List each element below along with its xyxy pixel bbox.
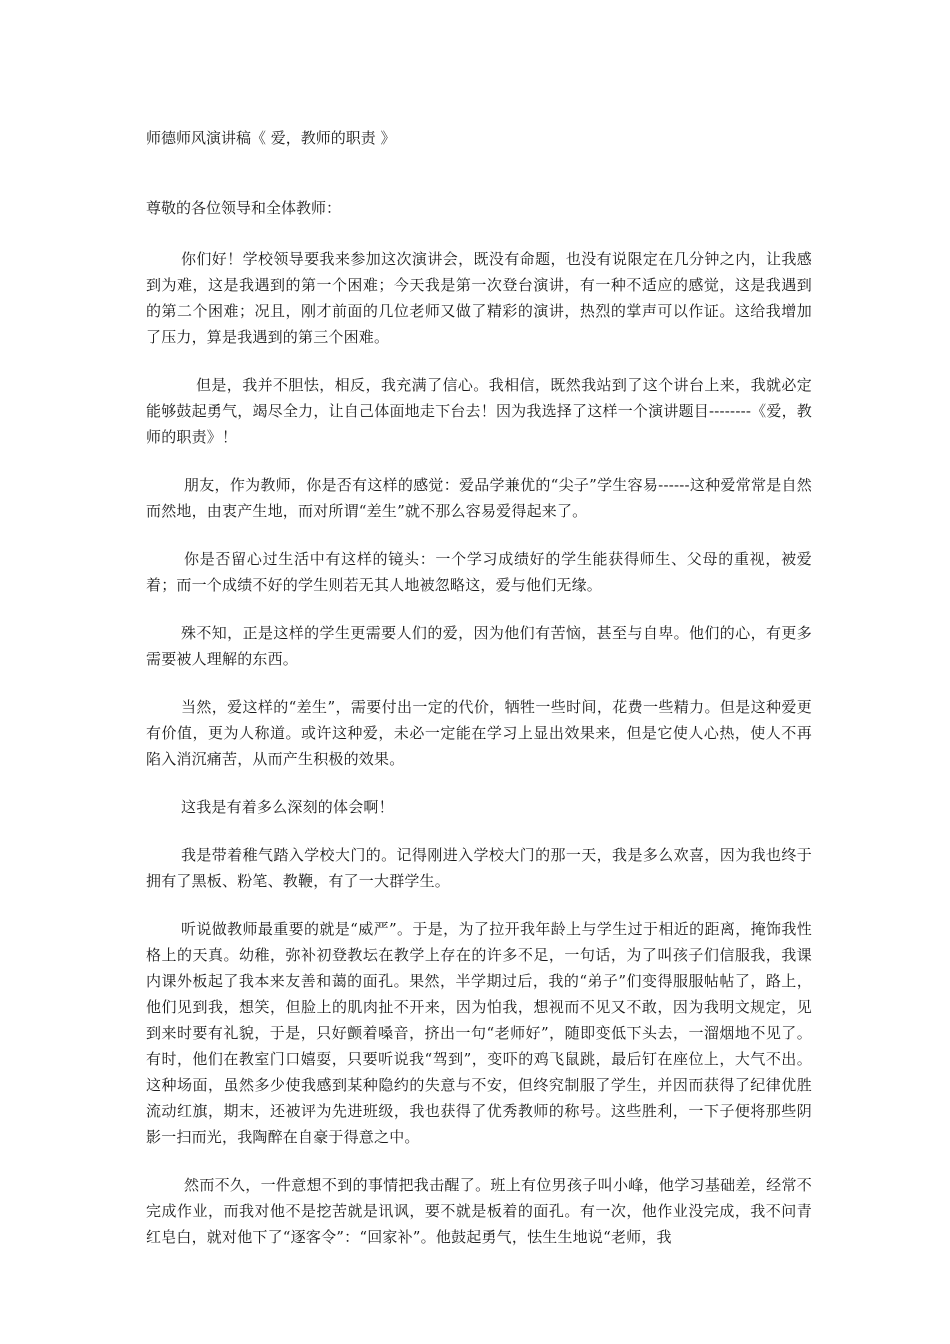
- paragraph-5: 殊不知，正是这样的学生更需要人们的爱，因为他们有苦恼，甚至与自卑。他们的心，有更多需要被人理解的东西。: [146, 624, 812, 668]
- document-title: 师德师风演讲稿《 爱，教师的职责 》: [146, 129, 396, 147]
- paragraph-6: 当然，爱这样的“差生”，需要付出一定的代价，牺牲一些时间，花费一些精力。但是这种爱更有价值，更为人称道。或许这种爱，未必一定能在学习上显出效果来，但是它使人心热，使人不再陷入消沉痛苦，从而产生积极的效果。: [146, 698, 812, 768]
- paragraph-10: 然而不久，一件意想不到的事情把我击醒了。班上有位男孩子叫小峰，他学习基础差，经常不完成作业，而我对他不是挖苦就是讯讽，要不就是板着的面孔。有一次，他作业没完成，我不问青红皂白，就对他下了“逐客令”：“回家补”。他鼓起勇气，怯生生地说“老师，我: [146, 1176, 812, 1246]
- paragraph-1: 你们好！学校领导要我来参加这次演讲会，既没有命题，也没有说限定在几分钟之内，让我感到为难，这是我遇到的第一个困难；今天我是第一次登台演讲，有一种不适应的感觉，这是我遇到的第二个困难；况且，刚才前面的几位老师又做了精彩的演讲，热烈的掌声可以作证。这给我增加了压力，算是我遇到的第三个困难。: [146, 250, 812, 346]
- document-page: [146, 0, 812, 1344]
- paragraph-4: 你是否留心过生活中有这样的镜头：一个学习成绩好的学生能获得师生、父母的重视，被爱着；而一个成绩不好的学生则若无其人地被忽略这，爱与他们无缘。: [146, 550, 812, 594]
- paragraph-9: 听说做教师最重要的就是“威严”。于是，为了拉开我年龄上与学生过于相近的距离，掩饰我性格上的天真。幼稚，弥补初登教坛在教学上存在的许多不足，一句话，为了叫孩子们信服我，我课内课外板起了我本来友善和蔼的面孔。果然，半学期过后，我的“弟子”们变得服服帖帖了，路上，他们见到我，想笑，但脸上的肌肉扯不开来，因为怕我，想视而不见又不敢，因为我明文规定，见到来时要有礼貌，于是，只好颤着嗓音，挤出一句“老师好”，随即变低下头去，一溜烟地不见了。有时，他们在教室门口嬉耍，只要听说我“驾到”，变吓的鸡飞鼠跳，最后钉在座位上，大气不出。这种场面，虽然多少使我感到某种隐约的失意与不安，但终究制服了学生，并因而获得了纪律优胜流动红旗，期末，还被评为先进班级，我也获得了优秀教师的称号。这些胜利，一下子便将那些阴影一扫而光，我陶醉在自豪于得意之中。: [146, 920, 812, 1146]
- paragraph-2: 但是，我并不胆怯，相反，我充满了信心。我相信，既然我站到了这个讲台上来，我就必定能够鼓起勇气，竭尽全力，让自己体面地走下台去！因为我选择了这样一个演讲题目--------《爱，教师的职责》！: [146, 376, 812, 446]
- document-body: [146, 246, 812, 1272]
- paragraph-3: 朋友，作为教师，你是否有这样的感觉：爱品学兼优的“尖子”学生容易------这种爱常常是自然而然地，由衷产生地，而对所谓“差生”就不那么容易爱得起来了。: [146, 476, 812, 520]
- paragraph-7: 这我是有着多么深刻的体会啊！: [181, 798, 394, 816]
- paragraph-8: 我是带着稚气踏入学校大门的。记得刚进入学校大门的那一天，我是多么欢喜，因为我也终于拥有了黑板、粉笔、教鞭，有了一大群学生。: [146, 846, 812, 890]
- salutation: 尊敬的各位领导和全体教师：: [146, 199, 342, 217]
